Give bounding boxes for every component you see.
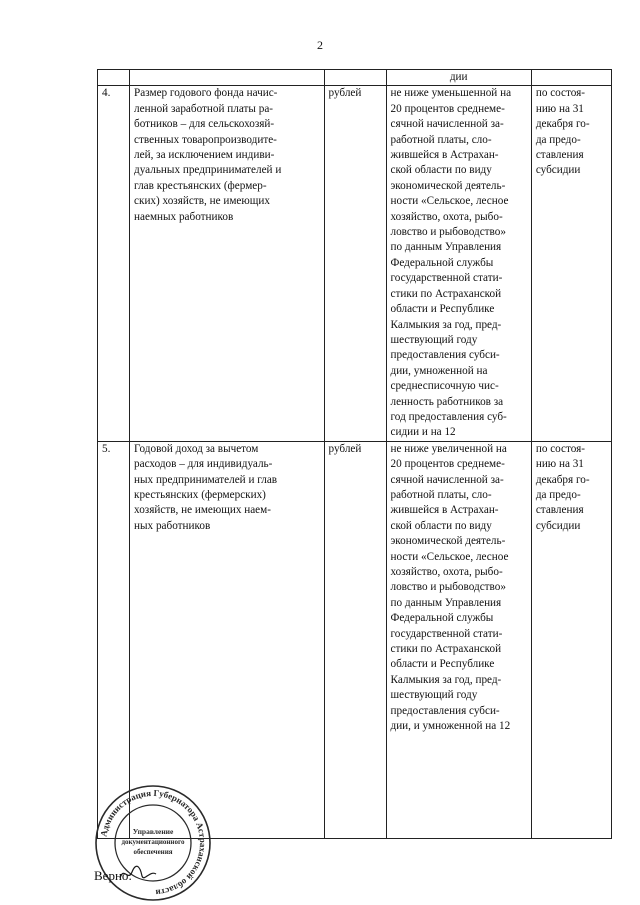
table-row-continuation: [98, 70, 612, 86]
indicator-date: по состоя- нию на 31 декабря го- да предо- ставления субсидии: [531, 441, 611, 838]
cell-date: [531, 70, 611, 86]
verified-label: Верно:: [94, 868, 133, 883]
row-number: 4.: [98, 86, 130, 441]
indicator-name: Годовой доход за вычетом расходов – для индивидуаль- ных предпринимателей и глав крестьянских (фермерских) хозяйств, не имеющих наем- ных работников: [130, 441, 324, 838]
stamp-outer-text: Администрация Губернатора Астраханской области: [98, 787, 209, 898]
cell-unit: [324, 70, 386, 86]
stamp-inner-line2: документационного: [121, 838, 185, 846]
table-row: [98, 441, 612, 838]
unit: рублей: [324, 86, 386, 441]
indicator-value: не ниже увеличенной на 20 процентов среднеме- сячной начисленной за- работной платы, сло- жившейся в Астрахан- ской области по виду экономической деятель- ности «Сельское, лесное хозяйство, охота, рыбо- ловство и рыбоводство» по данным Управления Федеральной службы государственной стати- стики по Астраханской области и Республике Калмыкия за год, пред- шествующий году предоставления субси- дии, и умноженной на 12: [386, 441, 531, 838]
row-number: 5.: [98, 441, 130, 838]
document-table: [97, 69, 612, 839]
indicator-date: по состоя- нию на 31 декабря го- да предо- ставления субсидии: [531, 86, 611, 441]
cell-name: [130, 70, 324, 86]
unit: рублей: [324, 441, 386, 838]
stamp-inner-line1: Управление: [132, 827, 174, 836]
cell-value: дии: [386, 70, 531, 86]
page-number: 2: [317, 38, 323, 52]
indicator-value: не ниже уменьшенной на 20 процентов среднеме- сячной начисленной за- работной платы, сло- жившейся в Астрахан- ской области по виду экономической деятель- ности «Сельское, лесное хозяйство, охота, рыбо- ловство и рыбоводство» по данным Управления Федеральной службы государственной стати- стики по Астраханской области и Республике Калмыкия за год, пред- шествующий году предоставления субси- дии, умноженной на среднесписочную чис- ленность работников за год предоставления суб- сидии и на 12: [386, 86, 531, 441]
indicator-name: Размер годового фонда начис- ленной заработной платы ра- ботников – для сельскохозяй- ственных товаропроизводите- лей, за исключением индиви- дуальных предпринимателей и глав крестьянских (фермер- ских) хозяйств, не имеющих наемных работников: [130, 86, 324, 441]
cell-num: [98, 70, 130, 86]
official-stamp: [93, 783, 213, 903]
table-row: [98, 86, 612, 441]
stamp-inner-line3: обеспечения: [133, 848, 173, 856]
signature-mark: [118, 862, 158, 884]
